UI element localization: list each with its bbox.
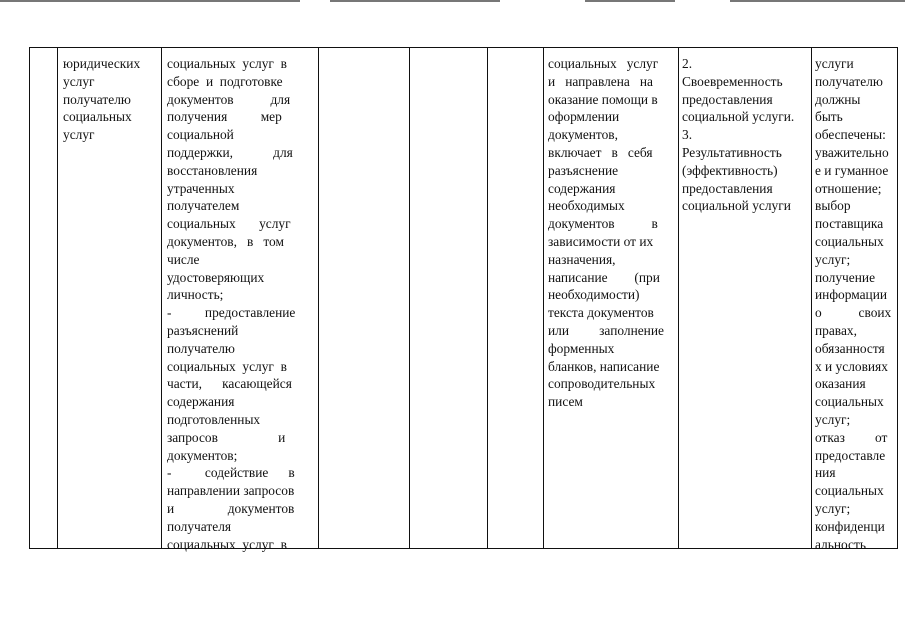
text-line: и документов: [167, 500, 295, 516]
service-description-cell: [548, 55, 674, 411]
text-line: получение: [815, 269, 876, 285]
text-line: юридических: [63, 56, 141, 71]
text-line: необходимых: [548, 198, 625, 214]
text-line: услуг;: [815, 251, 851, 267]
text-line: е и гуманное: [815, 162, 889, 178]
text-line: Результативность: [682, 144, 782, 160]
text-line: числе: [167, 251, 200, 267]
text-line: услуг: [63, 127, 95, 143]
text-line: оказания: [815, 376, 866, 392]
text-line: запросов и: [167, 429, 286, 445]
text-line: услуги: [815, 56, 854, 71]
text-line: получателя: [167, 518, 232, 534]
text-line: социальных: [815, 233, 884, 249]
text-line: уважительно: [815, 144, 889, 160]
text-line: быть: [815, 109, 843, 125]
text-line: обеспечены:: [815, 127, 886, 143]
text-line: форменных: [548, 340, 615, 356]
text-line: социальной: [167, 127, 234, 143]
text-line: альность: [815, 536, 866, 552]
text-line: отношение;: [815, 180, 882, 196]
text-line: обязанностя: [815, 340, 885, 356]
text-line: документов для: [167, 91, 291, 107]
text-line: получения мер: [167, 109, 282, 125]
text-line: документов в: [548, 216, 658, 232]
text-line: содержания: [167, 394, 235, 410]
text-line: предоставления: [682, 180, 773, 196]
text-line: о своих: [815, 305, 892, 321]
text-line: услуг;: [815, 411, 851, 427]
service-conditions-cell: [815, 55, 897, 553]
text-line: социальной услуги.: [682, 109, 795, 125]
text-line: социальных услуг: [548, 56, 659, 71]
text-line: оказание помощи в: [548, 91, 658, 107]
text-line: 2.: [682, 56, 693, 71]
scan-edge-line: [730, 0, 905, 2]
text-line: и направлена на: [548, 73, 653, 89]
text-line: документов, в том: [167, 233, 284, 249]
text-line: бланков, написание: [548, 358, 660, 374]
column-divider: [318, 47, 319, 549]
text-line: текста документов: [548, 305, 654, 321]
text-line: направлении запросов: [167, 483, 295, 499]
text-line: получателю: [815, 73, 883, 89]
text-line: содержания: [548, 180, 616, 196]
text-line: услуг;: [815, 500, 851, 516]
text-line: сопроводительных: [548, 376, 656, 392]
text-line: разъяснение: [548, 162, 619, 178]
column-divider: [543, 47, 544, 549]
text-line: социальных услуг в: [167, 358, 287, 374]
column-divider: [811, 47, 812, 549]
text-line: поддержки, для: [167, 144, 293, 160]
text-line: подготовленных: [167, 411, 261, 427]
service-name-cell: [63, 55, 157, 144]
text-line: получателю: [167, 340, 235, 356]
text-line: социальных: [815, 394, 884, 410]
text-line: ния: [815, 465, 836, 481]
text-line: должны: [815, 91, 861, 107]
text-line: назначения,: [548, 251, 616, 267]
scan-edge-line: [330, 0, 500, 2]
text-line: - содействие в: [167, 465, 295, 481]
text-line: части, касающейся: [167, 376, 292, 392]
text-line: правах,: [815, 322, 857, 338]
text-line: социальных: [815, 483, 884, 499]
text-line: писем: [548, 394, 583, 410]
text-line: документов;: [167, 447, 238, 463]
text-line: документов,: [548, 127, 618, 143]
text-line: получателю: [63, 91, 131, 107]
text-line: восстановления: [167, 162, 258, 178]
text-line: конфиденци: [815, 518, 885, 534]
text-line: оформлении: [548, 109, 620, 125]
text-line: сборе и подготовке: [167, 73, 283, 89]
column-divider: [161, 47, 162, 549]
column-divider: [678, 47, 679, 549]
scan-edge-line: [0, 0, 300, 2]
text-line: социальных услуг: [167, 216, 291, 232]
quality-indicators-cell: [682, 55, 808, 215]
text-line: Своевременность: [682, 73, 783, 89]
text-line: (эффективность): [682, 162, 778, 178]
text-line: выбор: [815, 198, 851, 214]
text-line: - предоставление: [167, 305, 296, 321]
text-line: личность;: [167, 287, 224, 303]
text-line: поставщика: [815, 216, 884, 232]
text-line: предоставле: [815, 447, 886, 463]
text-line: отказ от: [815, 429, 888, 445]
text-line: включает в себя: [548, 144, 653, 160]
text-line: написание (при: [548, 269, 660, 285]
text-line: услуг: [63, 73, 95, 89]
text-line: социальных: [63, 109, 132, 125]
column-divider: [487, 47, 488, 549]
text-line: социальных услуг в: [167, 56, 287, 71]
text-line: удостоверяющих: [167, 269, 265, 285]
text-line: социальной услуги: [682, 198, 791, 214]
scan-edge-line: [585, 0, 675, 2]
text-line: получателем: [167, 198, 240, 214]
text-line: утраченных: [167, 180, 235, 196]
text-line: разъяснений: [167, 322, 239, 338]
text-line: необходимости): [548, 287, 640, 303]
text-line: информации: [815, 287, 888, 303]
column-divider: [57, 47, 58, 549]
text-line: зависимости от их: [548, 233, 654, 249]
text-line: предоставления: [682, 91, 773, 107]
text-line: х и условиях: [815, 358, 888, 374]
text-line: или заполнение: [548, 322, 664, 338]
text-line: 3.: [682, 127, 693, 143]
column-divider: [409, 47, 410, 549]
text-line: социальных услуг в: [167, 536, 287, 552]
service-content-cell: [167, 55, 312, 553]
